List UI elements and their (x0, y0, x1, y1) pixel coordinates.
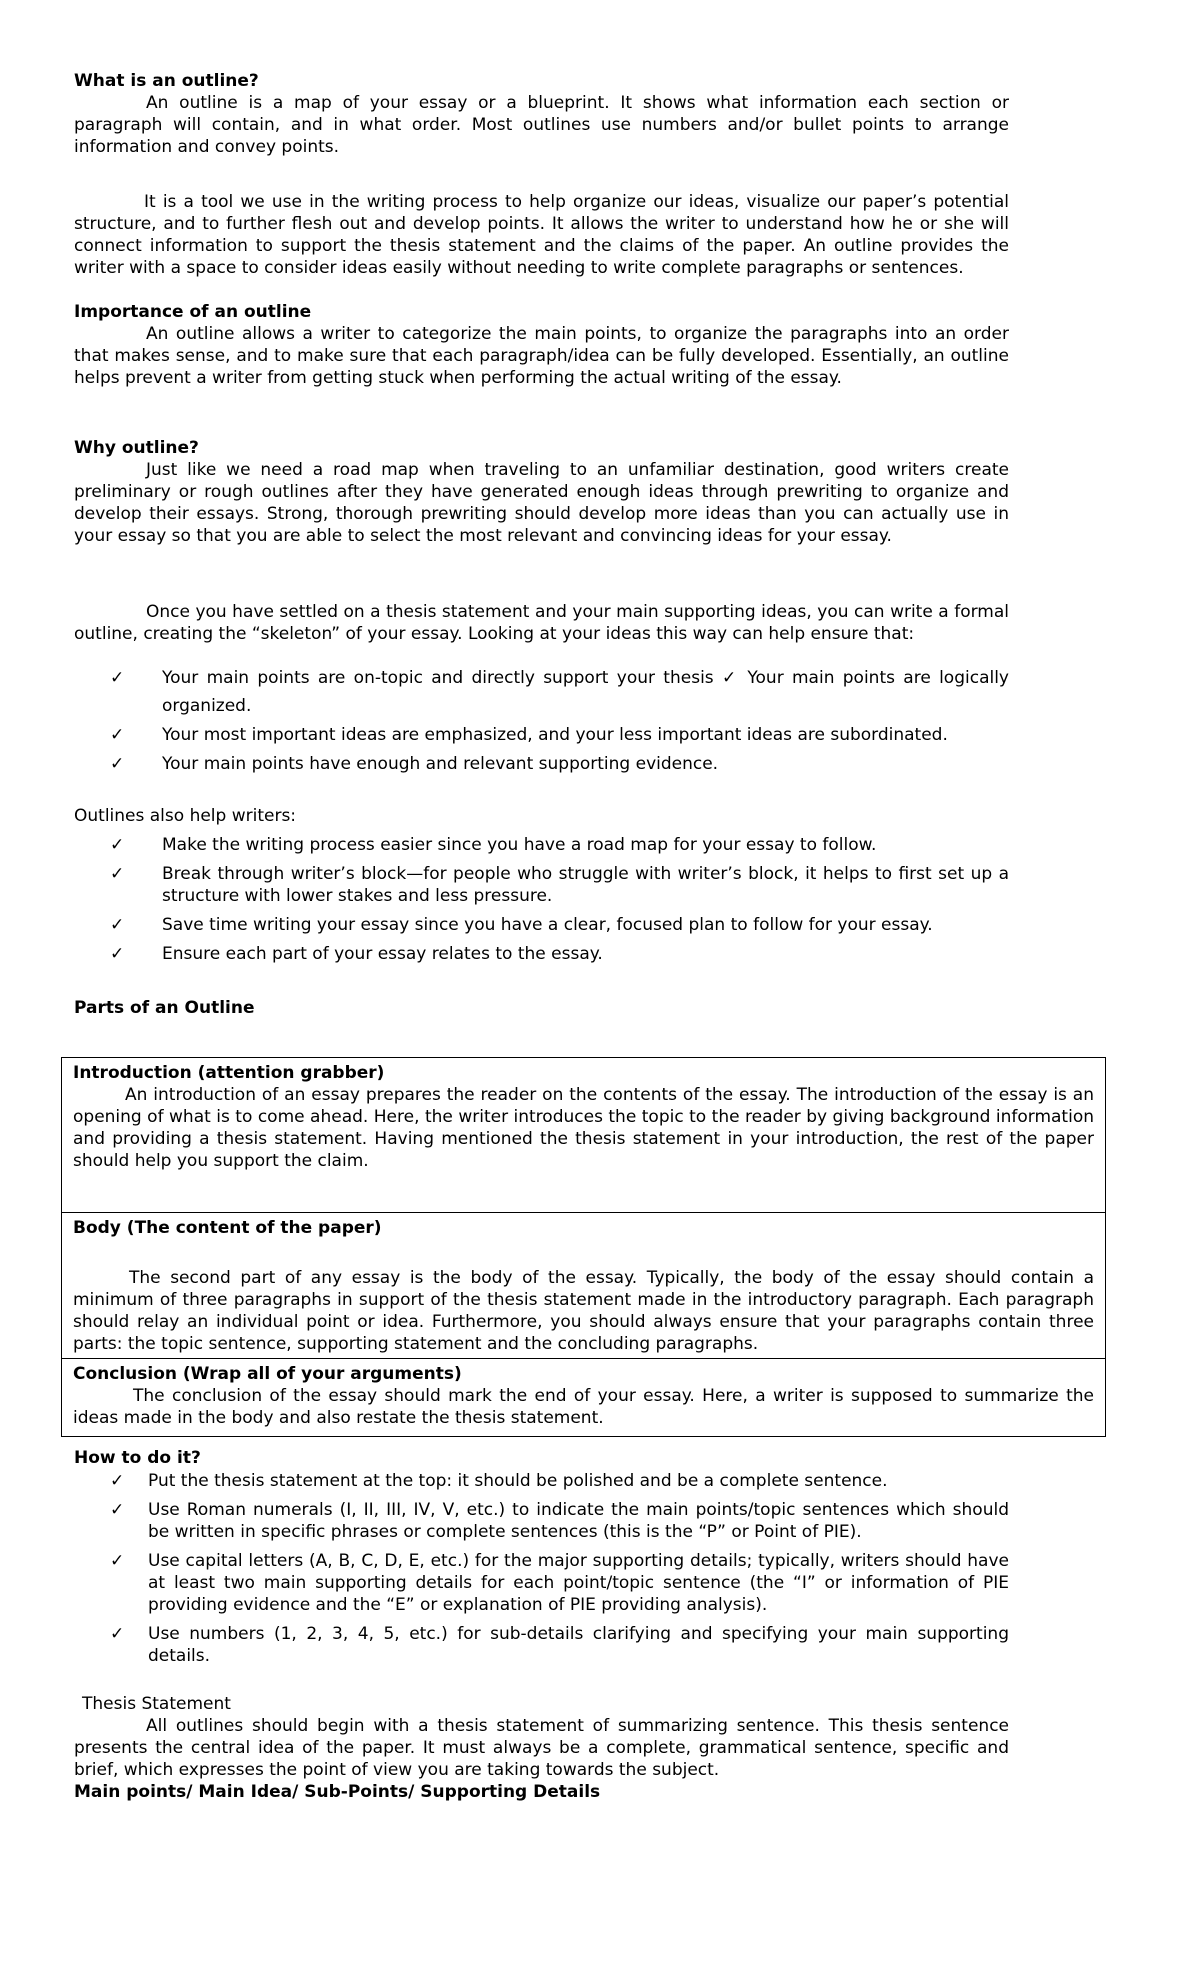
heading-how: How to do it? (74, 1448, 201, 1468)
list-item-text: Put the thesis statement at the top: it should be polished and be a complete sentence. (148, 1471, 888, 1491)
heading-why: Why outline? (74, 438, 199, 458)
check-icon: ✓ (110, 725, 125, 745)
list-item (74, 664, 1009, 720)
check-icon: ✓ (110, 754, 125, 774)
helps-checklist (74, 834, 1009, 972)
paragraph-what-is-1: An outline is a map of your essay or a blueprint. It shows what information each section or paragraph will contain, and in what order. Most outlines use numbers and/or bullet points to arrange information and convey points. (74, 93, 1009, 157)
list-item (74, 943, 1009, 965)
section-what-is-2 (74, 191, 1009, 279)
parts-cell-conclusion (62, 1359, 1105, 1436)
list-item-text: Your most important ideas are emphasized, and your less important ideas are subordinated. (162, 725, 948, 745)
introduction-text: An introduction of an essay prepares the reader on the contents of the essay. The introduction of the essay is an opening of what is to come ahead. Here, the writer introduces the topic to the reader by giving background information and providing a thesis statement. Having mentioned the thesis statement in your introduction, the rest of the paper should help you support the claim. (73, 1085, 1094, 1171)
list-item (74, 834, 1009, 856)
body-title: Body (The content of the paper) (73, 1218, 382, 1238)
list-item (74, 721, 1009, 749)
section-parts (74, 997, 1009, 1019)
list-item (74, 863, 1009, 907)
check-icon: ✓ (110, 1624, 125, 1644)
parts-table (61, 1057, 1106, 1437)
paragraph-helps-intro: Outlines also help writers: (74, 806, 297, 826)
check-icon: ✓ (110, 864, 125, 884)
why-checklist (74, 664, 1009, 779)
list-item (74, 1499, 1009, 1543)
section-why-2 (74, 601, 1009, 645)
list-item-text: Your main points have enough and relevant supporting evidence. (162, 754, 719, 774)
conclusion-text: The conclusion of the essay should mark the end of your essay. Here, a writer is supposed to summarize the ideas made in the body and also restate the thesis statement. (73, 1386, 1094, 1428)
introduction-title: Introduction (attention grabber) (73, 1063, 385, 1083)
list-item (74, 1623, 1009, 1667)
list-item-text: Ensure each part of your essay relates to the essay. (162, 944, 603, 964)
paragraph-importance: An outline allows a writer to categorize the main points, to organize the paragraphs into an order that makes sense, and to make sure that each paragraph/idea can be fully developed. Essentially, an outline helps prevent a writer from getting stuck when performing the actual writing of the essay. (74, 324, 1009, 388)
section-why (74, 437, 1009, 547)
list-item-text: Use numbers (1, 2, 3, 4, 5, etc.) for sub-details clarifying and specifying your main supporting details. (148, 1624, 1009, 1666)
list-item-text: Use capital letters (A, B, C, D, E, etc.) for the major supporting details; typically, writers should have at least two main supporting details for each point/topic sentence (the “I” or information of PIE providing evidence and the “E” or explanation of PIE providing analysis). (148, 1551, 1009, 1615)
check-icon: ✓ (110, 1500, 125, 1520)
thesis-label: Thesis Statement (82, 1694, 231, 1714)
body-text: The second part of any essay is the body of the essay. Typically, the body of the essay should contain a minimum of three paragraphs in support of the thesis statement made in the introductory paragraph. Each paragraph should relay an individual point or idea. Furthermore, you should always ensure that your paragraphs contain three parts: the topic sentence, supporting statement and the concluding paragraphs. (73, 1268, 1094, 1354)
check-icon: ✓ (110, 944, 125, 964)
thesis-text: All outlines should begin with a thesis statement of summarizing sentence. This thesis sentence presents the central idea of the paper. It must always be a complete, grammatical sentence, specific and brief, which expresses the point of view you are taking towards the subject. (74, 1716, 1009, 1780)
heading-what-is: What is an outline? (74, 71, 259, 91)
list-item-text: Save time writing your essay since you have a clear, focused plan to follow for your essay. (162, 915, 933, 935)
how-checklist (74, 1470, 1009, 1674)
heading-parts: Parts of an Outline (74, 998, 255, 1018)
list-item (74, 750, 1009, 778)
list-item-text: Break through writer’s block—for people who struggle with writer’s block, it helps to first set up a structure with lower stakes and less pressure. (162, 864, 1009, 906)
section-how (74, 1447, 1009, 1469)
section-what-is (74, 70, 1009, 158)
list-item (74, 914, 1009, 936)
paragraph-what-is-2: It is a tool we use in the writing process to help organize our ideas, visualize our paper’s potential structure, and to further flesh out and develop points. It allows the writer to understand how he or she will connect information to support the thesis statement and the claims of the paper. An outline provides the writer with a space to consider ideas easily without needing to write complete paragraphs or sentences. (74, 192, 1009, 278)
section-helps (74, 805, 1009, 827)
list-item (74, 1470, 1009, 1492)
check-icon: ✓ (110, 915, 125, 935)
check-icon: ✓ (110, 1551, 125, 1571)
check-icon: ✓ (110, 835, 125, 855)
list-item-text: Your main points are on-topic and directly support your thesis ✓ Your main points are logically organized. (162, 668, 1009, 716)
heading-main-points: Main points/ Main Idea/ Sub-Points/ Supporting Details (74, 1782, 601, 1802)
parts-cell-introduction (62, 1058, 1105, 1213)
list-item-text: Use Roman numerals (I, II, III, IV, V, etc.) to indicate the main points/topic sentences which should be written in specific phrases or complete sentences (this is the “P” or Point of PIE). (148, 1500, 1009, 1542)
section-thesis (74, 1693, 1009, 1803)
check-icon: ✓ (110, 668, 125, 688)
conclusion-title: Conclusion (Wrap all of your arguments) (73, 1364, 462, 1384)
section-importance (74, 301, 1009, 389)
paragraph-why-1: Just like we need a road map when traveling to an unfamiliar destination, good writers create preliminary or rough outlines after they have generated enough ideas through prewriting to organize and develop their essays. Strong, thorough prewriting should develop more ideas than you can actually use in your essay so that you are able to select the most relevant and convincing ideas for your essay. (74, 460, 1009, 546)
paragraph-why-2: Once you have settled on a thesis statement and your main supporting ideas, you can write a formal outline, creating the “skeleton” of your essay. Looking at your ideas this way can help ensure that: (74, 602, 1009, 644)
check-icon: ✓ (110, 1471, 125, 1491)
list-item (74, 1550, 1009, 1616)
parts-cell-body (62, 1213, 1105, 1359)
heading-importance: Importance of an outline (74, 302, 312, 322)
list-item-text: Make the writing process easier since you have a road map for your essay to follow. (162, 835, 877, 855)
